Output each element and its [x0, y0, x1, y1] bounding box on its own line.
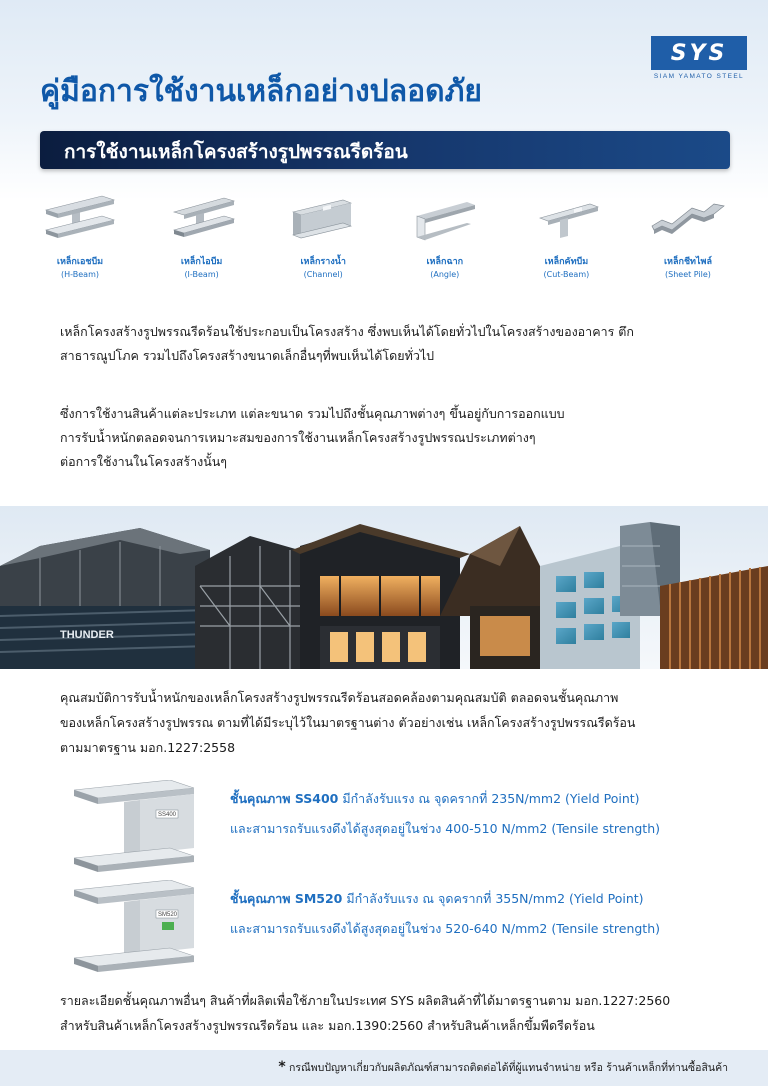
sm520-tensile: และสามารถรับแรงดึงได้สูงสุดอยู่ในช่วง 520-640 N/mm2 (Tensile strength): [230, 921, 660, 936]
i-beam-icon: [162, 190, 242, 248]
product-list: [20, 190, 748, 290]
ss400-stamp: SS400: [158, 812, 177, 818]
logo-mark: SYS: [651, 36, 747, 70]
ss400-label: ชั้นคุณภาพ SS400: [230, 791, 339, 806]
ss400-text: [230, 784, 660, 844]
ss400-line-1: [230, 784, 660, 814]
intro-line: สาธารณูปโภค รวมไปถึงโครงสร้างขนาดเล็กอื่นๆที่พบเห็นได้โดยทั่วไป: [60, 348, 435, 363]
product-item-angle: [385, 190, 505, 290]
h-beam-icon: [40, 190, 120, 248]
properties-line: ของเหล็กโครงสร้างรูปพรรณ ตามที่ได้มีระบุไว้ในมาตรฐานต่าง ตัวอย่างเช่น เหล็กโครงสร้างรูปพรรณรีดร้อน: [60, 715, 636, 730]
sm520-text: [230, 884, 660, 944]
product-english-name: (I-Beam): [184, 270, 219, 279]
buildings-photo: [0, 506, 768, 669]
product-item-sheet-pile: [628, 190, 748, 290]
section-banner-title: การใช้งานเหล็กโครงสร้างรูปพรรณรีดร้อน: [64, 141, 408, 163]
product-english-name: (H-Beam): [61, 270, 99, 279]
footer-note: [278, 1059, 728, 1076]
sm520-label: ชั้นคุณภาพ SM520: [230, 891, 343, 906]
product-english-name: (Channel): [303, 270, 343, 279]
sys-logo: [651, 36, 747, 84]
product-item-h-beam: [20, 190, 140, 290]
footer-note-text: กรณีพบปัญหาเกี่ยวกับผลิตภัณฑ์สามารถติดต่อได้ที่ผู้แทนจำหน่าย หรือ ร้านค้าเหล็กที่ท่านซื้อสินค้า: [285, 1062, 728, 1074]
section-banner: [40, 131, 730, 169]
sm520-yield: มีกำลังรับแรง ณ จุดครากที่ 355N/mm2 (Yield Point): [342, 891, 644, 906]
sm520-line-1: [230, 884, 660, 914]
grade-ss400: [74, 780, 754, 880]
footer: [0, 1050, 768, 1086]
product-item-channel: [263, 190, 383, 290]
usage-paragraph: [60, 402, 740, 474]
cut-beam-icon: [526, 190, 606, 248]
intro-paragraph: [60, 320, 740, 368]
properties-paragraph: [60, 685, 750, 760]
ss400-yield: มีกำลังรับแรง ณ จุดครากที่ 235N/mm2 (Yield Point): [338, 791, 640, 806]
intro-line: เหล็กโครงสร้างรูปพรรณรีดร้อนใช้ประกอบเป็นโครงสร้าง ซึ่งพบเห็นได้โดยทั่วไปในโครงสร้างของอาคาร ตึก: [60, 324, 634, 339]
grade-sm520: [74, 880, 754, 980]
angle-icon: [405, 190, 485, 248]
product-english-name: (Cut-Beam): [543, 270, 590, 279]
footnote-asterisk: *: [278, 1059, 286, 1075]
usage-line: การรับน้ำหนักตลอดจนการเหมาะสมของการใช้งานเหล็กโครงสร้างรูปพรรณประเภทต่างๆ: [60, 430, 536, 445]
stadium-sign: THUNDER: [60, 629, 114, 641]
channel-icon: [283, 190, 363, 248]
product-name: เหล็กเอชบีม: [56, 257, 104, 267]
product-item-i-beam: [142, 190, 262, 290]
properties-line: คุณสมบัติการรับน้ำหนักของเหล็กโครงสร้างรูปพรรณรีดร้อนสอดคล้องตามคุณสมบัติ ตลอดจนชั้นคุณภาพ: [60, 690, 619, 705]
properties-line: ตามมาตรฐาน มอก.1227:2558: [60, 740, 236, 755]
ss400-tensile: และสามารถรับแรงดึงได้สูงสุดอยู่ในช่วง 400-510 N/mm2 (Tensile strength): [230, 821, 660, 836]
sm520-stamp: SM520: [158, 912, 178, 918]
product-name: เหล็กชีทไพล์: [663, 257, 712, 267]
product-english-name: (Angle): [430, 270, 460, 279]
product-name: เหล็กรางน้ำ: [300, 257, 346, 267]
product-name: เหล็กคัทบีม: [544, 257, 589, 267]
product-english-name: (Sheet Pile): [665, 270, 711, 279]
product-item-cut-beam: [506, 190, 626, 290]
usage-line: ต่อการใช้งานในโครงสร้างนั้นๆ: [60, 454, 227, 469]
product-name: เหล็กไอบีม: [180, 257, 223, 267]
sm520-beam-image: [74, 880, 214, 980]
page-title: คู่มือการใช้งานเหล็กอย่างปลอดภัย: [40, 74, 482, 109]
usage-line: ซึ่งการใช้งานสินค้าแต่ละประเภท แต่ละขนาด รวมไปถึงชั้นคุณภาพต่างๆ ขึ้นอยู่กับการออกแบบ: [60, 406, 565, 421]
logo-subtitle: SIAM YAMATO STEEL: [653, 73, 745, 80]
details-line: รายละเอียดชั้นคุณภาพอื่นๆ สินค้าที่ผลิตเพื่อใช้ภายในประเทศ SYS ผลิตสินค้าที่ได้มาตรฐานตาม มอก.1227:2560: [60, 993, 671, 1008]
sheet-pile-icon: [648, 190, 728, 248]
details-line: สำหรับสินค้าเหล็กโครงสร้างรูปพรรณรีดร้อน และ มอก.1390:2560 สำหรับสินค้าเหล็กขึ้มพืดรีดร้อน: [60, 1018, 595, 1033]
ss400-beam-image: [74, 780, 214, 880]
details-paragraph: [60, 988, 760, 1038]
product-name: เหล็กฉาก: [426, 257, 464, 267]
